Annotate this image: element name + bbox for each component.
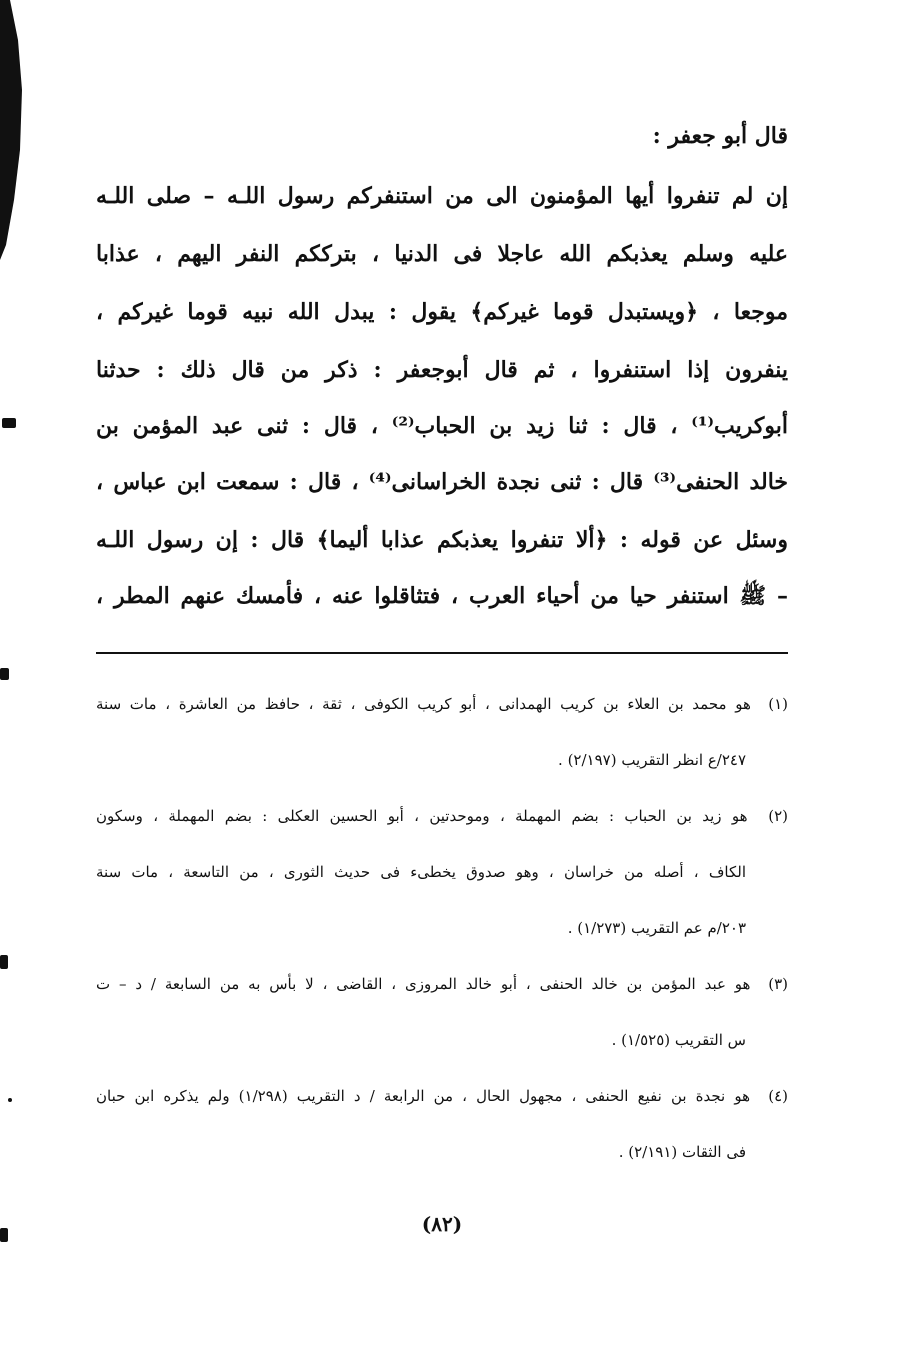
scan-mark bbox=[0, 668, 9, 680]
footnote-4-line: فى الثقات (٢/١٩١) . bbox=[618, 1143, 746, 1161]
page-number: (٨٢) bbox=[421, 1212, 463, 1236]
main-text-line: أبوكريب⁽¹⁾ ، قال : ثنا زيد بن الحباب⁽²⁾ ، قال : ثنى عبد المؤمن بن bbox=[96, 413, 788, 439]
footnote-number: (٤) bbox=[768, 1087, 788, 1105]
scan-shadow bbox=[0, 0, 28, 260]
main-text-line: موجعا ، ﴿ويستبدل قوما غيركم﴾ يقول : يبدل الله نبيه قوما غيركم ، bbox=[96, 299, 788, 325]
footnote-text: هو زيد بن الحباب : بضم المهملة ، وموحدتين ، أبو الحسين العكلى : بضم المهملة ، وسكون bbox=[96, 807, 748, 825]
scan-mark bbox=[8, 1098, 12, 1102]
footnote-2-line: ٢٠٣/م عم التقريب (١/٢٧٣) . bbox=[567, 919, 746, 937]
footnote-3-line: س التقريب (١/٥٢٥) . bbox=[611, 1031, 746, 1049]
section-heading: قال أبو جعفر : bbox=[652, 123, 788, 149]
scan-mark bbox=[0, 1228, 8, 1242]
footnote-number: (٣) bbox=[768, 975, 788, 993]
footnote-1-line: ٢٤٧/ع انظر التقريب (٢/١٩٧) . bbox=[558, 751, 746, 769]
footnote-4-line bbox=[96, 1082, 788, 1110]
footnote-2-line bbox=[96, 802, 788, 830]
footnote-text: هو عبد المؤمن بن خالد الحنفى ، أبو خالد المروزى ، القاضى ، لا بأس به من السابعة / د – ت bbox=[96, 975, 751, 993]
footnote-text: هو نجدة بن نفيع الحنفى ، مجهول الحال ، من الرابعة / د التقريب (١/٢٩٨) ولم يذكره ابن حبان bbox=[96, 1087, 750, 1105]
footnote-number: (١) bbox=[768, 695, 788, 713]
main-text-line: إن لم تنفروا أيها المؤمنون الى من استنفركم رسول اللـه – صلى اللـه bbox=[96, 183, 788, 209]
main-text-line: عليه وسلم يعذبكم الله عاجلا فى الدنيا ، بترككم النفر اليهم ، عذابا bbox=[96, 241, 788, 267]
main-text-line: وسئل عن قوله : ﴿ألا تنفروا يعذبكم عذابا أليما﴾ قال : إن رسول اللـه bbox=[96, 527, 788, 553]
main-text-line: ينفرون إذا استنفروا ، ثم قال أبوجعفر : ذكر من قال ذلك : حدثنا bbox=[96, 357, 788, 383]
footnote-3-line bbox=[96, 970, 788, 998]
document-page bbox=[96, 0, 788, 1354]
main-text-line: – ﷺ استنفر حيا من أحياء العرب ، فتثاقلوا عنه ، فأمسك عنهم المطر ، bbox=[96, 583, 788, 609]
footnote-1-line bbox=[96, 690, 788, 718]
footnote-text: هو محمد بن العلاء بن كريب الهمدانى ، أبو كريب الكوفى ، ثقة ، حافظ من العاشرة ، مات سنة bbox=[96, 695, 751, 713]
footnote-2-line: الكاف ، أصله من خراسان ، وهو صدوق يخطىء فى حديث الثورى ، من التاسعة ، مات سنة bbox=[96, 863, 746, 881]
footnote-divider bbox=[96, 652, 788, 654]
main-text-line: خالد الحنفى⁽³⁾ قال : ثنى نجدة الخراسانى⁽⁴⁾ ، قال : سمعت ابن عباس ، bbox=[96, 469, 788, 495]
footnote-number: (٢) bbox=[768, 807, 788, 825]
scan-mark bbox=[0, 955, 8, 969]
scan-mark bbox=[2, 418, 16, 428]
